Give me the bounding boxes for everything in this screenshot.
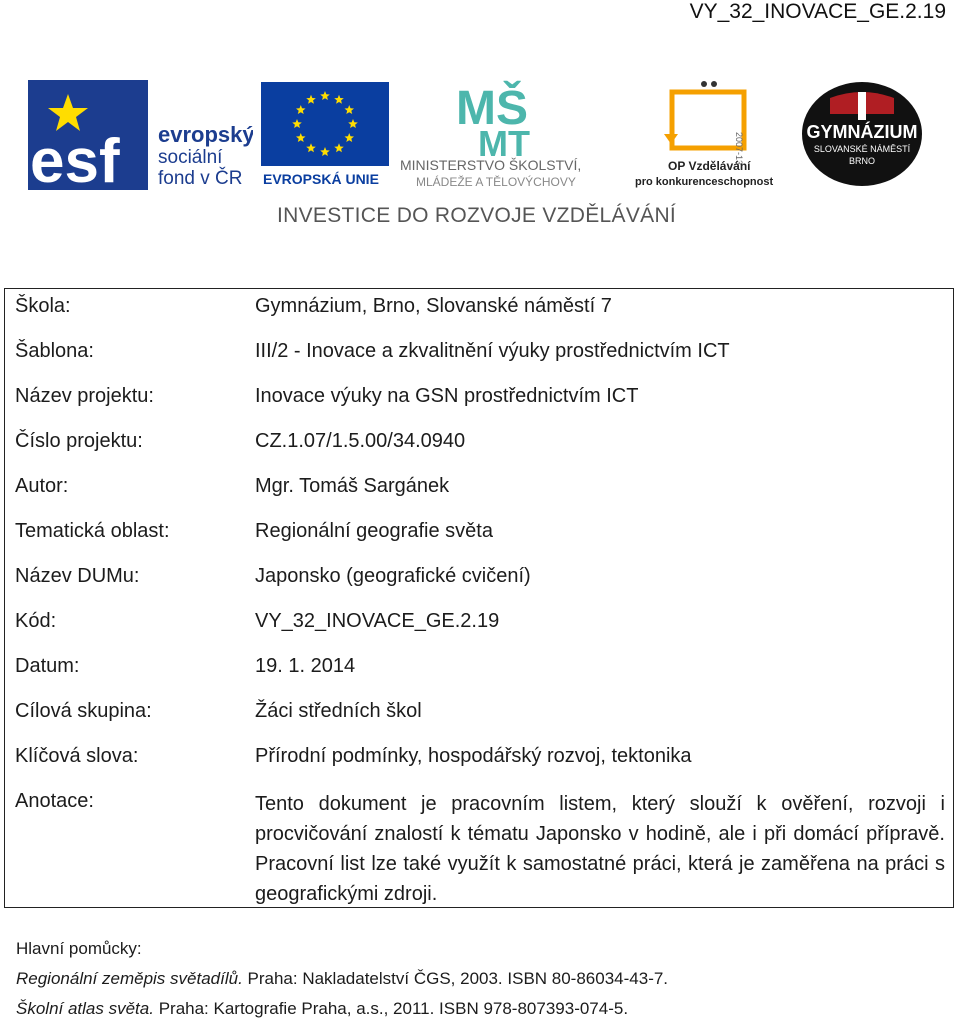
eu-logo — [261, 82, 389, 188]
msmt-line2: MLÁDEŽE A TĚLOVÝCHOVY — [416, 175, 576, 189]
label-anotace: Anotace: — [15, 790, 94, 812]
label-autor: Autor: — [15, 475, 69, 497]
investice-banner: INVESTICE DO ROZVOJE VZDĚLÁVÁNÍ — [277, 204, 677, 227]
label-datum: Datum: — [15, 655, 80, 677]
op-line1: OP Vzdělávání — [668, 159, 751, 173]
esf-line3: fond v ČR — [158, 168, 243, 189]
esf-logo — [28, 80, 253, 190]
label-nazev-dumu: Název DUMu: — [15, 565, 140, 587]
label-skola: Škola: — [15, 295, 71, 317]
gymnazium-logo — [800, 80, 924, 188]
esf-line2: sociální — [158, 147, 223, 168]
value-anotace: Tento dokument je pracovním listem, který slouží k ověření, rozvoji i procvičování znalostí k tématu Japonsko v hodině, ale i při domácí přípravě. Pracovní list lze také využít k samostatné práci, která je zaměřena na práci s geografickými zdroji. — [255, 793, 945, 905]
aid-details: Praha: Nakladatelství ČGS, 2003. ISBN 80-86034-43-7. — [242, 969, 669, 988]
value-skola: Gymnázium, Brno, Slovanské náměstí 7 — [255, 295, 612, 317]
label-cislo-projektu: Číslo projektu: — [15, 430, 143, 452]
gymnazium-line2: BRNO — [848, 156, 876, 166]
gymnazium-line1: SLOVANSKÉ NÁMĚSTÍ — [813, 144, 911, 154]
eu-caption: EVROPSKÁ UNIE — [263, 171, 379, 187]
value-kod: VY_32_INOVACE_GE.2.19 — [255, 610, 500, 632]
label-nazev-projektu: Název projektu: — [15, 385, 154, 407]
label-cilova-skupina: Cílová skupina: — [15, 700, 152, 722]
aids-heading: Hlavní pomůcky: — [16, 939, 142, 958]
aid-title: Regionální zeměpis světadílů. — [16, 969, 243, 988]
msmt-line1: MINISTERSTVO ŠKOLSTVÍ, — [400, 157, 582, 173]
value-klicova-slova: Přírodní podmínky, hospodářský rozvoj, tektonika — [255, 745, 692, 767]
value-tematicka-oblast: Regionální geografie světa — [255, 520, 493, 542]
esf-line1: evropský — [158, 122, 253, 147]
msmt-mark-bottom: MT — [478, 123, 530, 164]
esf-mark: esf — [30, 127, 120, 190]
aid-title: Školní atlas světa. — [16, 999, 154, 1018]
value-cislo-projektu: CZ.1.07/1.5.00/34.0940 — [255, 430, 466, 452]
value-nazev-projektu: Inovace výuky na GSN prostřednictvím ICT — [255, 385, 639, 407]
aid-details: Praha: Kartografie Praha, a.s., 2011. ISBN 978-807393-074-5. — [153, 999, 629, 1018]
op-vzdelavani-logo — [634, 78, 780, 190]
document-code: VY_32_INOVACE_GE.2.19 — [689, 0, 946, 23]
value-autor: Mgr. Tomáš Sargánek — [255, 475, 450, 497]
aid-item — [16, 994, 668, 1024]
op-line2: pro konkurenceschopnost — [635, 176, 774, 188]
dum-info-table — [4, 288, 954, 908]
label-kod: Kód: — [15, 610, 57, 632]
value-nazev-dumu: Japonsko (geografické cvičení) — [255, 565, 531, 587]
msmt-logo — [398, 78, 626, 190]
gymnazium-title: GYMNÁZIUM — [806, 122, 918, 142]
op-badge: 2007-13 — [734, 132, 744, 166]
value-cilova-skupina: Žáci středních škol — [255, 700, 422, 722]
value-sablona: III/2 - Inovace a zkvalitnění výuky prostřednictvím ICT — [255, 340, 730, 362]
label-tematicka-oblast: Tematická oblast: — [15, 520, 170, 542]
label-sablona: Šablona: — [15, 340, 94, 362]
aid-item — [16, 964, 668, 994]
value-datum: 19. 1. 2014 — [255, 655, 356, 677]
msmt-mark-top: MŠ — [456, 82, 528, 135]
label-klicova-slova: Klíčová slova: — [15, 745, 139, 767]
